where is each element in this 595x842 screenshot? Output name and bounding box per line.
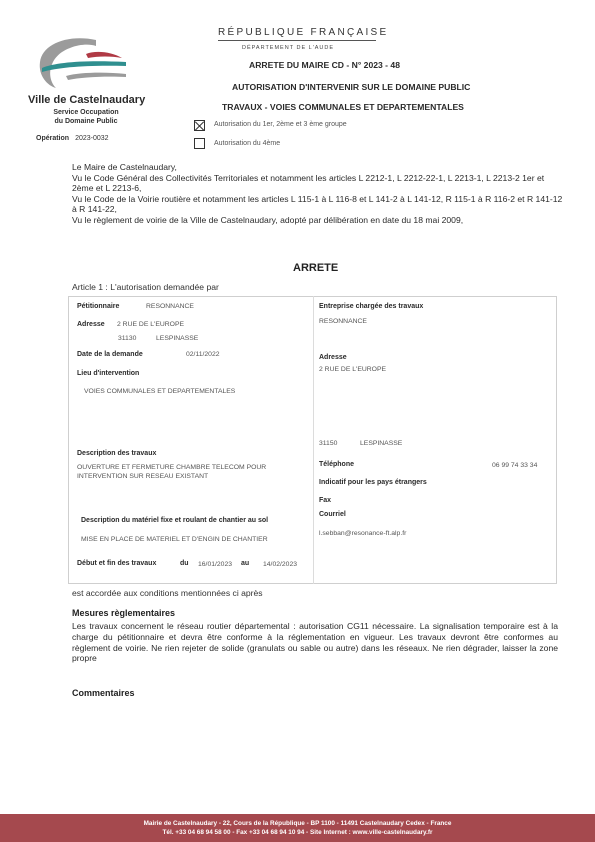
lieu-value: VOIES COMMUNALES ET DEPARTEMENTALES bbox=[84, 388, 236, 395]
telephone-label: Téléphone bbox=[319, 461, 355, 468]
republique-heading: RÉPUBLIQUE FRANÇAISE bbox=[218, 27, 389, 38]
operation-value: 2023-0032 bbox=[75, 135, 109, 142]
description-line-2: INTERVENTION SUR RESEAU EXISTANT bbox=[77, 473, 209, 480]
entreprise-cp: 31150 bbox=[319, 440, 338, 447]
city-name: Ville de Castelnaudary bbox=[28, 94, 146, 106]
mesures-text: Les travaux concernent le réseau routier départemental : autorisation CG11 nécessaire. La signalisation temporaire est à la charge du pétitionnaire et devra être conforme à la réglementation en vigueur. Les travaux devront être conformes au règlement de voirie. Ne rien rejeter de solide (granulats ou sable ou autre) dans les réseaux. Ne rien dégrader, laisser la zone propre bbox=[72, 621, 558, 664]
entreprise-value: RESONNANCE bbox=[319, 318, 367, 325]
petitionnaire-value: RESONNANCE bbox=[146, 303, 194, 310]
materiel-label: Description du matériel fixe et roulant de chantier au sol bbox=[81, 517, 269, 524]
autorisation-title: AUTORISATION D'INTERVENIR SUR LE DOMAINE PUBLIC bbox=[232, 82, 471, 92]
commentaires-title: Commentaires bbox=[72, 688, 135, 698]
petitionnaire-label: Pétitionnaire bbox=[77, 303, 120, 310]
date-debut: 16/01/2023 bbox=[198, 561, 233, 568]
courriel-value: l.sebban@resonance-ft.alp.fr bbox=[319, 530, 407, 537]
departement-heading: DÉPARTEMENT DE L'AUDE bbox=[242, 45, 335, 51]
preamble-line: Vu le Code Général des Collectivités Territoriales et notamment les articles L 2212-1, L 2212-22-1, L 2213-1, L 2213-2 1er et 2ème et L 2213-6, bbox=[72, 172, 545, 194]
description-line-1: OUVERTURE ET FERMETURE CHAMBRE TELECOM POUR bbox=[77, 464, 267, 471]
service-line-1: Service Occupation bbox=[53, 109, 119, 116]
adresse-rue: 2 RUE DE L'EUROPE bbox=[117, 321, 185, 328]
adresse-ville: LESPINASSE bbox=[156, 335, 199, 342]
operation-label: Opération bbox=[36, 135, 70, 142]
travaux-title: TRAVAUX - VOIES COMMUNALES ET DEPARTEMENTALES bbox=[222, 102, 464, 112]
preamble-line: Vu le règlement de voirie de la Ville de Castelnaudary, adopté par délibération en date du 18 mai 2009, bbox=[72, 214, 464, 225]
arrete-title: ARRETE bbox=[293, 262, 339, 274]
footer bbox=[0, 814, 595, 842]
materiel-value: MISE EN PLACE DE MATERIEL ET D'ENGIN DE CHANTIER bbox=[81, 536, 268, 543]
service-line-2: du Domaine Public bbox=[54, 118, 118, 125]
adresse-cp: 31130 bbox=[118, 335, 137, 342]
date-fin: 14/02/2023 bbox=[263, 561, 298, 568]
checkbox-groupe-4[interactable] bbox=[194, 138, 205, 149]
debut-fin-label: Début et fin des travaux bbox=[77, 560, 157, 567]
preamble bbox=[72, 162, 567, 226]
entreprise-label: Entreprise chargée des travaux bbox=[319, 303, 424, 310]
indicatif-label: Indicatif pour les pays étrangers bbox=[319, 479, 427, 486]
footer-address: Mairie de Castelnaudary - 22, Cours de la République - BP 1100 - 11491 Castelnaudary Cedex - France bbox=[143, 820, 452, 827]
preamble-line: Vu le Code de la Voirie routière et notamment les articles L 115-1 à L 116-8 et L 141-2 à L 141-12, R 115-1 à R 116-2 et R 141-12 à R 141-22, bbox=[72, 193, 563, 215]
mesures-title: Mesures règlementaires bbox=[72, 608, 176, 618]
entreprise-adresse-label: Adresse bbox=[319, 354, 347, 361]
entreprise-ville: LESPINASSE bbox=[360, 440, 403, 447]
au-label: au bbox=[241, 560, 250, 567]
date-demande-label: Date de la demande bbox=[77, 351, 143, 358]
castelnaudary-logo bbox=[26, 32, 138, 96]
box-column-divider bbox=[313, 296, 314, 584]
preamble-line: Le Maire de Castelnaudary, bbox=[72, 162, 177, 172]
arrete-reference: ARRETE DU MAIRE CD - N° 2023 - 48 bbox=[249, 60, 400, 70]
article-1: Article 1 : L'autorisation demandée par bbox=[72, 282, 219, 292]
checkbox-label-groupe-4: Autorisation du 4ème bbox=[214, 140, 281, 147]
entreprise-adresse-value: 2 RUE DE L'EUROPE bbox=[319, 366, 387, 373]
service-name bbox=[40, 108, 132, 126]
operation-number bbox=[36, 135, 109, 142]
fax-label: Fax bbox=[319, 497, 332, 504]
du-label: du bbox=[180, 560, 189, 567]
adresse-label: Adresse bbox=[77, 321, 105, 328]
accordee-text: est accordée aux conditions mentionnées ci après bbox=[72, 588, 263, 598]
lieu-label: Lieu d'intervention bbox=[77, 370, 140, 377]
courriel-label: Courriel bbox=[319, 511, 346, 518]
telephone-value: 06 99 74 33 34 bbox=[492, 462, 538, 469]
date-demande-value: 02/11/2022 bbox=[186, 351, 220, 358]
checkbox-label-groupe-1-3: Autorisation du 1er, 2ème et 3 ème groupe bbox=[214, 121, 347, 128]
checkbox-groupe-1-3[interactable] bbox=[194, 120, 205, 131]
header-divider bbox=[218, 40, 376, 41]
description-label: Description des travaux bbox=[77, 450, 157, 457]
footer-contact: Tél. +33 04 68 94 58 00 - Fax +33 04 68 94 10 94 - Site Internet : www.ville-castelnaudary.fr bbox=[162, 829, 433, 836]
